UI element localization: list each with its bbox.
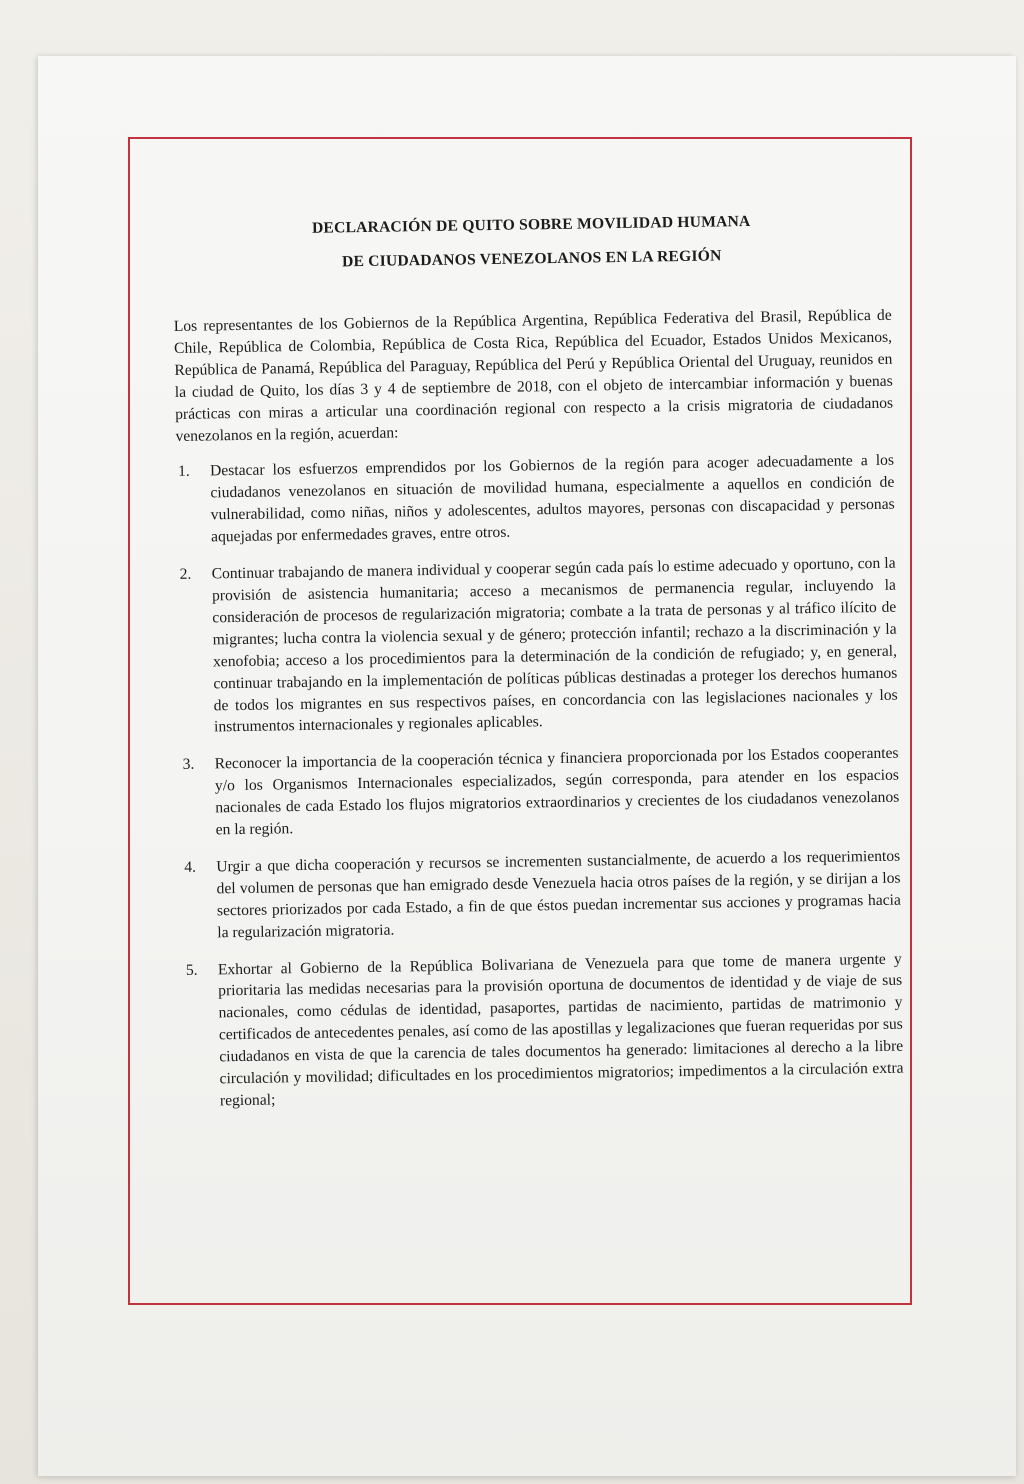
title-line-2: DE CIUDADANOS VENEZOLANOS EN LA REGIÓN <box>341 247 722 271</box>
item-number: 5. <box>185 961 198 979</box>
document-content <box>172 203 904 1128</box>
item-number: 1. <box>177 463 190 481</box>
item-text: Destacar los esfuerzos emprendidos por los Gobiernos de la región para acoger adecuadamente a los ciudadanos venezolanos en situación de movilidad humana, especialmente a aquellos en condición de vulnerabilidad, como niñas, niños y adolescentes, adultos mayores, personas con discapacidad y personas aquejadas por enfermedades graves, entre otros. <box>209 452 895 546</box>
item-text: Exhortar al Gobierno de la República Bolivariana de Venezuela para que tome de manera urgente y prioritaria las medidas necesarias para la provisión oportuna de documentos de identidad y de viaje de sus nacionales, como cédulas de identidad, pasaportes, partidas de nacimiento, partidas de matrimonio y certificados de antecedentes penales, así como de las apostillas y legalizaciones que fueran requeridas por sus ciudadanos en vista de que la carencia de tales documentos ha generado: limitaciones al derecho a la libre circulación y movilidad; dificultades en los procedimientos migratorios; impedimentos a la circulación extra regional; <box>217 950 904 1110</box>
intro-paragraph: Los representantes de los Gobiernos de la República Argentina, República Federativa del Brasil, República de Chile, República de Colombia, República de Costa Rica, República del Ecuador, Estados Unidos Mexicanos, República de Panamá, República del Paraguay, República del Perú y República Oriental del Uruguay, reunidos en la ciudad de Quito, los días 3 y 4 de septiembre de 2018, con el objeto de intercambiar información y buenas prácticas con miras a articular una coordinación regional con respecto a la crisis migratoria de ciudadanos venezolanos en la región, acuerdan: <box>173 306 894 445</box>
list-item <box>177 553 898 740</box>
item-text: Continuar trabajando de manera individual y cooperar según cada país lo estime adecuado y oportuno, con la provisión de asistencia humanitaria; acceso a mecanismos de permanencia regular, incluyendo la consideración de procesos de regularización migratoria; combate a la trata de personas y al tráfico ilícito de migrantes; lucha contra la violencia sexual y de género; protección infantil; rechazo a la discriminación y la xenofobia; acceso a los procedimientos para la determinación de la condición de refugiado; y, en general, continuar trabajando en la implementación de políticas públicas destinadas a proteger los derechos humanos de todos los migrantes en sus respectivos países, en concordancia con las legislaciones nacionales y los instrumentos internacionales y regionales aplicables. <box>211 554 898 736</box>
item-text: Reconocer la importancia de la cooperación técnica y financiera proporcionada por los Estados cooperantes y/o los Organismos Internacionales especializados, según corresponda, para atender en los espacios nacionales de cada Estado los flujos migratorios extraordinarios y crecientes de los ciudadanos venezolanos en la región. <box>214 744 900 839</box>
list-item <box>182 846 901 945</box>
list-item <box>180 743 899 842</box>
item-text: Urgir a que dicha cooperación y recursos se incrementen sustancialmente, de acuerdo a los requerimientos del volumen de personas que han emigrado desde Venezuela hacia otros países de la región, y se dirijan a los sectores priorizados por cada Estado, a fin de que éstos puedan incrementar sus acciones y programas hacia la regularización migratoria. <box>216 847 901 942</box>
title-line-1: DECLARACIÓN DE QUITO SOBRE MOVILIDAD HUMANA <box>311 212 751 237</box>
document-title <box>172 203 891 282</box>
list-item <box>176 450 895 549</box>
item-number: 3. <box>182 756 195 774</box>
item-number: 4. <box>184 858 197 876</box>
agreement-list <box>176 450 904 1113</box>
item-number: 2. <box>179 565 192 583</box>
list-item <box>184 948 904 1113</box>
